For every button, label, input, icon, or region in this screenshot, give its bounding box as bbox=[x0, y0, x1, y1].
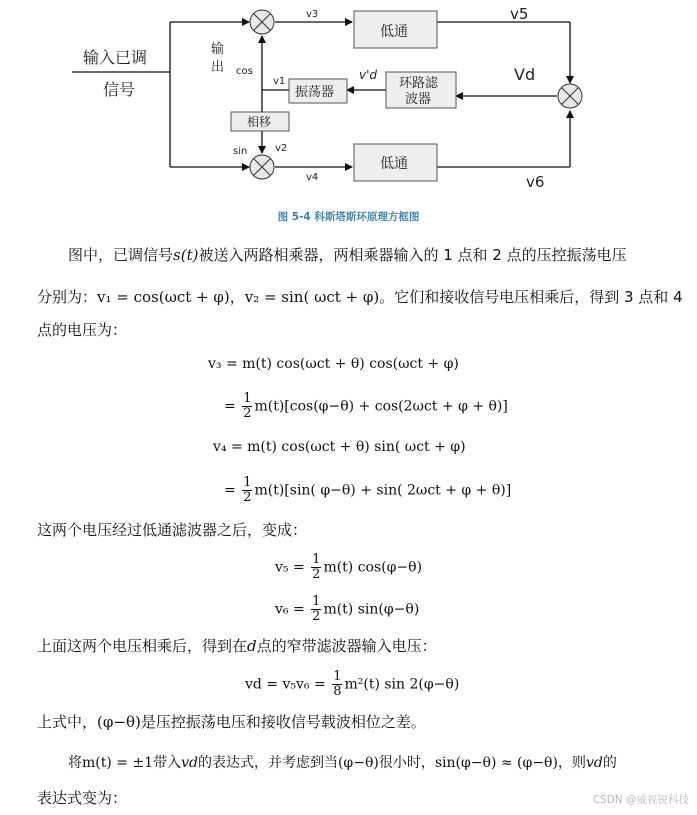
eq7-rhs: m²(t) sin 2(φ−θ) bbox=[344, 676, 460, 693]
vd-label: Vd bbox=[514, 65, 536, 84]
eq2-fraction: $\frac{1}{2}$ bbox=[243, 391, 252, 421]
eq6-rhs: m(t) sin(φ−θ) bbox=[323, 601, 420, 618]
eq6-lhs: v₆ = bbox=[275, 601, 305, 618]
eq5-rhs: m(t) cos(φ−θ) bbox=[323, 559, 423, 576]
p5-text-b: 点的窄带滤波器输入电压： bbox=[256, 637, 437, 655]
equation-v3 bbox=[208, 355, 459, 373]
vd-prime-label: v'd bbox=[359, 68, 378, 82]
output-label-2: 出 bbox=[211, 60, 225, 75]
equation-v4-expanded: = $\frac{1}{2}$ m(t)[sin( φ−θ) + sin( 2ωct + φ + θ)] bbox=[224, 475, 512, 505]
p2-v2-expr: v₂ = sin( ωct + φ) bbox=[244, 288, 380, 306]
p6-expr: (φ−θ) bbox=[97, 713, 141, 731]
loop-filter-label-2: 波器 bbox=[405, 92, 432, 107]
paragraph-4 bbox=[37, 520, 307, 540]
paragraph-1 bbox=[68, 245, 627, 265]
v6-label: v6 bbox=[526, 173, 545, 191]
p5-d: d bbox=[247, 637, 257, 655]
equation-v5 bbox=[275, 553, 422, 582]
p2-text-b: 。它们和接收信号电压相乘后，得到 3 点和 4 bbox=[379, 288, 683, 306]
oscillator-label: 振荡器 bbox=[295, 85, 335, 100]
p7-text-a: 将 bbox=[68, 755, 82, 771]
p7-text-c: 的表达式，并考虑到当 bbox=[197, 755, 338, 771]
p2-text-a: 分别为： bbox=[37, 288, 98, 306]
v3-label: v3 bbox=[306, 9, 319, 20]
p5-text-a: 上面这两个电压相乘后，得到在 bbox=[37, 637, 248, 655]
sin-label: sin bbox=[233, 146, 248, 157]
phase-shift-label: 相移 bbox=[247, 115, 272, 129]
p7-text-e: ，则 bbox=[557, 755, 586, 771]
eq3-text: v₄ = m(t) cos(ωct + θ) sin( ωct + φ) bbox=[213, 439, 466, 455]
eq5-fraction: $\frac{1}{2}$ bbox=[312, 552, 321, 582]
p7-text-f: 的 bbox=[602, 755, 617, 771]
v4-label: v4 bbox=[306, 172, 319, 183]
lowpass-bottom-label: 低通 bbox=[380, 156, 408, 172]
p1-text-c: 被送入两路相乘器，两相乘器输入的 1 点和 2 点的压控振荡电压 bbox=[198, 246, 627, 264]
input-label-1: 输入已调 bbox=[83, 48, 148, 67]
paragraph-2 bbox=[37, 287, 683, 307]
p7-vd2: vd bbox=[585, 755, 603, 771]
paragraph-3 bbox=[37, 320, 127, 340]
p1-signal: s(t) bbox=[173, 246, 199, 264]
eq4-fraction: $\frac{1}{2}$ bbox=[243, 475, 252, 505]
p7-vd: vd bbox=[181, 755, 198, 771]
equation-v3-expanded: = $\frac{1}{2}$ m(t)[cos(φ−θ) + cos(2ωct + φ + θ)] bbox=[224, 391, 508, 421]
paragraph-7 bbox=[68, 753, 617, 773]
loop-filter-label-1: 环路滤 bbox=[399, 76, 439, 91]
equation-v4 bbox=[213, 438, 466, 456]
paragraph-5 bbox=[37, 636, 437, 656]
p7-approx: sin(φ−θ) ≈ (φ−θ) bbox=[434, 755, 558, 771]
v5-label: v5 bbox=[510, 5, 529, 23]
multiplier-vd bbox=[558, 84, 582, 108]
v2-label: v2 bbox=[275, 143, 288, 154]
figure-caption: 图 5-4 科斯塔斯环原理方框图 bbox=[277, 211, 420, 223]
p6-text-a: 上式中， bbox=[37, 713, 98, 731]
paragraph-6 bbox=[37, 712, 426, 732]
paragraph-8 bbox=[37, 788, 127, 808]
multiplier-top bbox=[250, 10, 274, 34]
eq6-fraction: $\frac{1}{2}$ bbox=[312, 594, 321, 624]
p7-text-d: 很小时， bbox=[378, 755, 435, 771]
lowpass-top-label: 低通 bbox=[380, 24, 408, 40]
costas-loop-diagram bbox=[0, 0, 697, 205]
p7-expr: (φ−θ) bbox=[337, 755, 379, 771]
v1-label: v1 bbox=[273, 76, 286, 87]
equation-vd bbox=[245, 670, 459, 699]
p2-v1-expr: v₁ = cos(ωct + φ)， bbox=[97, 288, 245, 306]
input-label-2: 信号 bbox=[103, 80, 136, 99]
eq5-lhs: v₅ = bbox=[275, 559, 305, 576]
eq7-fraction: $\frac{1}{8}$ bbox=[333, 669, 342, 699]
cos-label: cos bbox=[236, 66, 253, 77]
eq4-text: m(t)[sin( φ−θ) + sin( 2ωct + φ + θ)] bbox=[254, 482, 512, 499]
p6-text-b: 是压控振荡电压和接收信号载波相位之差。 bbox=[140, 713, 426, 731]
p7-text-b: 带入 bbox=[153, 755, 182, 771]
eq7-lhs: vd = v₅v₆ = bbox=[245, 676, 326, 693]
multiplier-bottom bbox=[250, 155, 274, 179]
p1-text-a: 图中，已调信号 bbox=[68, 246, 174, 264]
p3-text: 点的电压为： bbox=[37, 321, 128, 339]
equation-v6 bbox=[275, 595, 419, 624]
eq2-text: m(t)[cos(φ−θ) + cos(2ωct + φ + θ)] bbox=[254, 398, 508, 415]
p4-text: 这两个电压经过低通滤波器之后，变成： bbox=[37, 521, 308, 539]
p7-m: m(t) = ±1 bbox=[82, 755, 154, 771]
eq1-text: v₃ = m(t) cos(ωct + θ) cos(ωct + φ) bbox=[208, 356, 459, 372]
watermark: CSDN @威视锐科技 bbox=[592, 794, 689, 806]
p8-text: 表达式变为： bbox=[37, 789, 128, 807]
output-label-1: 输 bbox=[211, 42, 225, 57]
